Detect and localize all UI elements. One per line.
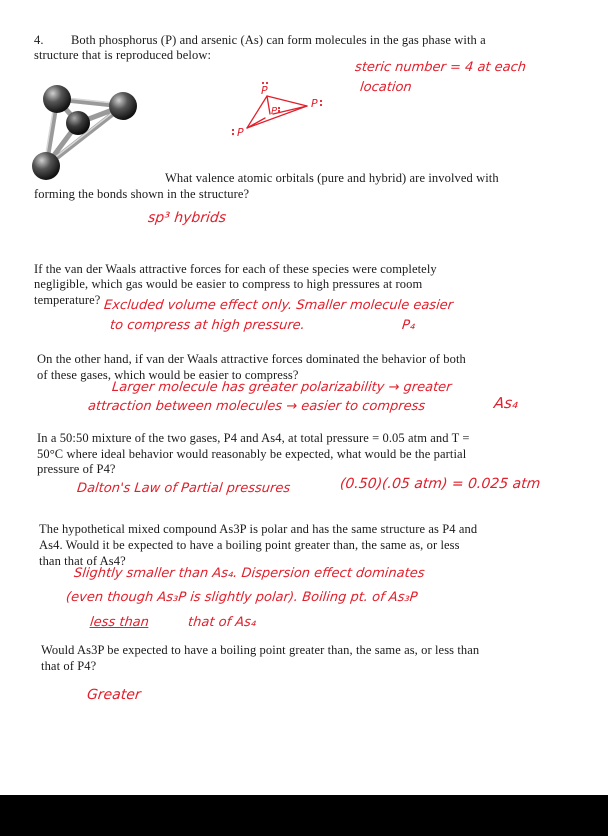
answer-5-line-2: (even though As₃P is slightly polar). Boiling pt. of As₃P xyxy=(65,590,419,605)
annotation-steric-line-2: location xyxy=(359,80,413,95)
question-4-line-3: pressure of P4? xyxy=(37,462,116,476)
question-6-line-2: that of P4? xyxy=(41,659,97,673)
question-6-line-1: Would As3P be expected to have a boiling point greater than, the same as, or less than xyxy=(41,643,480,657)
answer-3-line-2: attraction between molecules → easier to compress xyxy=(87,399,426,414)
answer-2-p4: P₄ xyxy=(401,318,416,333)
question-5-line-3: than that of As4? xyxy=(39,554,126,568)
question-3-line-2: of these gases, which would be easier to compress? xyxy=(37,368,299,382)
handwritten-lewis-sketch xyxy=(225,80,335,145)
intro-line-2: structure that is reproduced below: xyxy=(34,48,212,62)
question-1-line-2: forming the bonds shown in the structure? xyxy=(34,187,250,201)
question-2-line-1: If the van der Waals attractive forces for each of these species were completely xyxy=(34,262,437,276)
answer-5-less-than: less than xyxy=(89,615,150,630)
answer-1: sp³ hybrids xyxy=(147,210,227,226)
answer-5-line-1: Slightly smaller than As₄. Dispersion effect dominates xyxy=(73,566,426,581)
answer-2-line-2: to compress at high pressure. xyxy=(109,318,306,333)
question-5-line-1: The hypothetical mixed compound As3P is polar and has the same structure as P4 and xyxy=(39,522,478,536)
question-5-line-2: As4. Would it be expected to have a boiling point greater than, the same as, or less xyxy=(39,538,460,552)
answer-3-as4: As₄ xyxy=(493,394,520,412)
question-1-line-1: What valence atomic orbitals (pure and hybrid) are involved with xyxy=(165,171,499,185)
question-2-line-2: negligible, which gas would be easier to compress to high pressures at room xyxy=(34,277,423,291)
lewis-label-right: P xyxy=(311,97,318,110)
answer-4-left: Dalton's Law of Partial pressures xyxy=(76,481,291,496)
question-number: 4. xyxy=(34,33,44,47)
scan-bottom-border xyxy=(0,795,608,836)
answer-5-that-of: that of As₄ xyxy=(187,615,257,630)
question-4-line-2: 50°C where ideal behavior would reasonably be expected, what would be the partial xyxy=(37,447,467,461)
question-2-line-3: temperature? xyxy=(34,293,101,307)
answer-3-line-1: Larger molecule has greater polarizability → greater xyxy=(111,380,453,395)
answer-2-line-1: Excluded volume effect only. Smaller molecule easier xyxy=(103,298,454,313)
annotation-steric-line-1: steric number = 4 at each xyxy=(354,60,527,75)
lewis-label-bottom: P xyxy=(237,126,244,139)
intro-line-1: Both phosphorus (P) and arsenic (As) can form molecules in the gas phase with a xyxy=(71,33,486,47)
answer-4-right: (0.50)(.05 atm) = 0.025 atm xyxy=(339,476,542,492)
question-3-line-1: On the other hand, if van der Waals attractive forces dominated the behavior of both xyxy=(37,352,466,366)
answer-6: Greater xyxy=(86,687,142,703)
lewis-label-center: P xyxy=(271,106,278,117)
question-4-line-1: In a 50:50 mixture of the two gases, P4 and As4, at total pressure = 0.05 atm and T = xyxy=(37,431,470,445)
lewis-label-top: P xyxy=(261,84,268,97)
tetrahedral-molecule-model xyxy=(30,78,150,203)
